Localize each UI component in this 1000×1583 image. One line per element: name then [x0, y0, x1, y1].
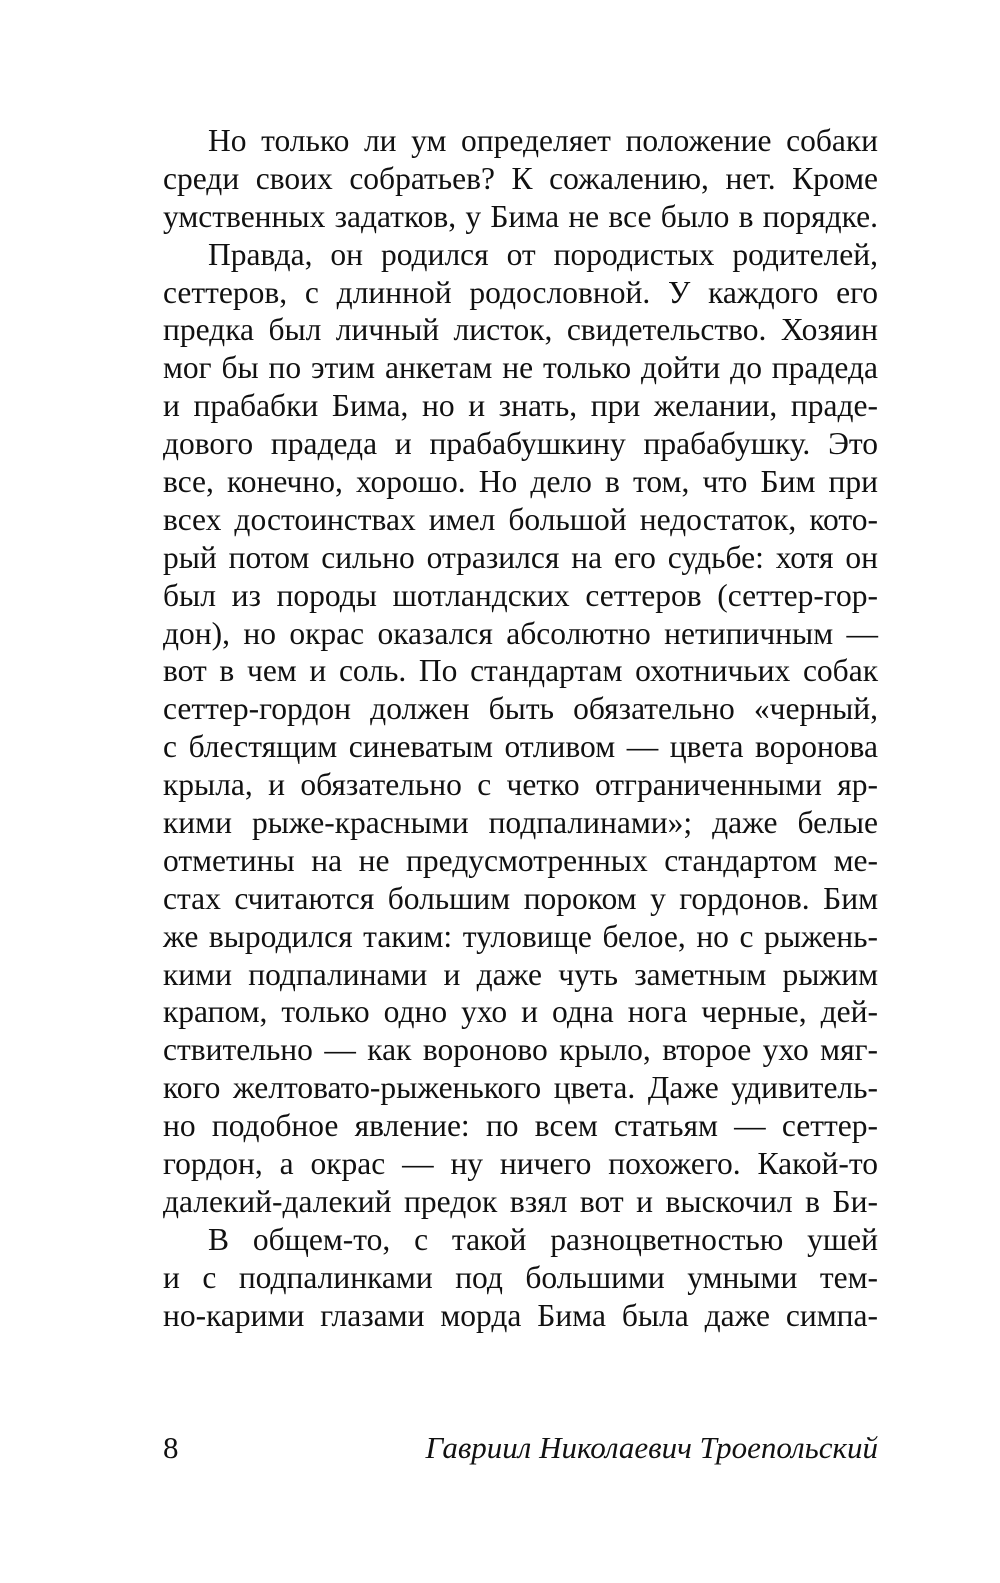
paragraph-3 — [163, 1221, 878, 1335]
text-line: все, конечно, хорошо. Но дело в том, что Бим при — [163, 464, 878, 500]
text-line: Но только ли ум определяет положение собаки — [208, 123, 878, 158]
text-line: кого желтовато-рыженького цвета. Даже удивитель- — [163, 1070, 878, 1106]
text-line: умственных задатков, у Бима не все было в порядке. — [163, 198, 878, 234]
text-line: предка был личный листок, свидетельство. Хозяин — [163, 312, 878, 348]
text-line: вот в чем и соль. По стандартам охотничьих собак — [163, 653, 878, 689]
text-line: кими подпалинами и даже чуть заметным рыжим — [163, 956, 878, 992]
text-line: рый потом сильно отразился на его судьбе: хотя он — [163, 539, 878, 575]
text-line: дового прадеда и прабабушкину прабабушку. Это — [163, 426, 878, 462]
text-line: гордон, а окрас — ну ничего похожего. Какой-то — [163, 1146, 878, 1182]
text-line: и с подпалинками под большими умными тем- — [163, 1259, 878, 1295]
text-line: крапом, только одно ухо и одна нога черные, дей- — [163, 994, 878, 1030]
page-number: 8 — [163, 1430, 179, 1465]
text-line: ствительно — как вороново крыло, второе ухо мяг- — [163, 1032, 878, 1068]
text-line: Правда, он родился от породистых родителей, — [208, 236, 878, 272]
text-line: В общем-то, с такой разноцветностью ушей — [208, 1221, 878, 1257]
text-line: кими рыже-красными подпалинами»; даже белые — [163, 805, 878, 841]
text-line: сеттеров, с длинной родословной. У каждого его — [163, 274, 878, 310]
text-line: но-карими глазами морда Бима была даже симпа- — [163, 1297, 878, 1333]
text-line: дон), но окрас оказался абсолютно нетипичным — — [163, 615, 878, 651]
text-line: сеттер-гордон должен быть обязательно «черный, — [163, 691, 878, 727]
text-line: всех достоинствах имел большой недостаток, кото- — [163, 501, 878, 537]
text-line: отметины на не предусмотренных стандартом ме- — [163, 842, 878, 878]
text-line: крыла, и обязательно с четко отграниченными яр- — [163, 767, 878, 803]
text-line: и прабабки Бима, но и знать, при желании, праде- — [163, 388, 878, 424]
body-text — [163, 122, 878, 1335]
text-line: мог бы по этим анкетам не только дойти до прадеда — [163, 350, 878, 386]
text-line: но подобное явление: по всем статьям — сеттер- — [163, 1108, 878, 1144]
text-line: стах считаются большим пороком у гордонов. Бим — [163, 880, 878, 916]
text-line: среди своих собратьев? К сожалению, нет. Кроме — [163, 160, 878, 196]
text-line: был из породы шотландских сеттеров (сеттер-гор- — [163, 577, 878, 613]
paragraph-1 — [163, 122, 878, 236]
running-footer-author: Гавриил Николаевич Троепольский — [425, 1430, 878, 1465]
page-footer — [163, 1430, 878, 1470]
text-line: с блестящим синеватым отливом — цвета воронова — [163, 729, 878, 765]
paragraph-2 — [163, 236, 878, 1221]
text-line: далекий-далекий предок взял вот и выскочил в Би- — [163, 1183, 878, 1219]
text-line: же выродился таким: туловище белое, но с рыжень- — [163, 918, 878, 954]
